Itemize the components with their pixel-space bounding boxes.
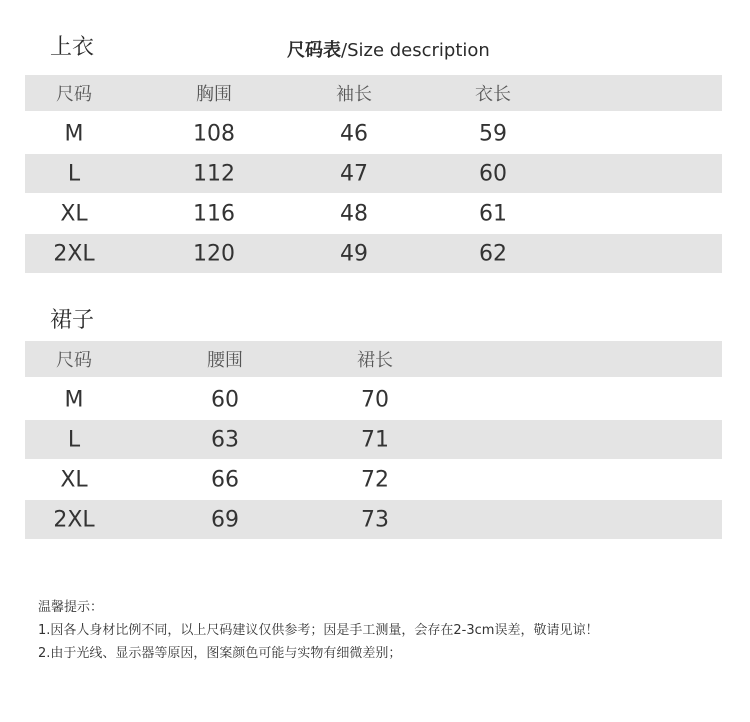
heading-subtitle: /Size description [341, 40, 490, 61]
header-sleeve: 袖长 [336, 84, 372, 105]
table-row [25, 500, 722, 539]
length-cell: 62 [479, 241, 507, 266]
size-cell: XL [60, 467, 88, 492]
sleeve-cell: 48 [340, 201, 368, 226]
sleeve-cell: 46 [340, 121, 368, 146]
table-row [25, 194, 722, 233]
skirt-length-cell: 70 [361, 387, 389, 412]
chest-cell: 108 [193, 121, 235, 146]
table-row [25, 420, 722, 459]
size-cell: L [67, 161, 81, 186]
skirt-length-cell: 73 [361, 507, 389, 532]
chest-cell: 116 [193, 201, 235, 226]
table-row [25, 114, 722, 153]
header-size: 尺码 [56, 350, 92, 371]
skirt-size-table [25, 341, 722, 540]
size-cell: 2XL [53, 507, 95, 532]
skirt-length-cell: 71 [361, 427, 389, 452]
skirt-section-title: 裙子 [50, 308, 95, 333]
top-size-table [25, 75, 722, 274]
waist-cell: 69 [211, 507, 239, 532]
size-cell: M [64, 121, 84, 146]
size-cell: XL [60, 201, 88, 226]
waist-cell: 60 [211, 387, 239, 412]
size-cell: M [64, 387, 84, 412]
table-row [25, 154, 722, 193]
size-chart-heading [287, 36, 490, 62]
length-cell: 61 [479, 201, 507, 226]
table-row [25, 380, 722, 419]
tip-line: 2.由于光线、显示器等原因，图案颜色可能与实物有细微差别； [38, 646, 402, 661]
header-chest: 胸围 [196, 84, 232, 105]
size-cell: 2XL [53, 241, 95, 266]
size-cell: L [67, 427, 81, 452]
waist-cell: 66 [211, 467, 239, 492]
length-cell: 60 [479, 161, 507, 186]
top-section-title: 上衣 [50, 35, 95, 60]
sleeve-cell: 47 [340, 161, 368, 186]
tip-line: 1.因各人身材比例不同，以上尺码建议仅供参考；因是手工测量，会存在2-3cm误差，敬请见谅！ [38, 623, 599, 638]
table-row [25, 234, 722, 273]
header-length: 衣长 [475, 84, 511, 105]
table-row [25, 460, 722, 499]
table-header-row [25, 341, 722, 377]
header-size: 尺码 [56, 84, 92, 105]
header-waist: 腰围 [207, 350, 243, 371]
tips-title: 温馨提示： [38, 600, 104, 615]
sleeve-cell: 49 [340, 241, 368, 266]
waist-cell: 63 [211, 427, 239, 452]
header-skirt-length: 裙长 [357, 350, 393, 371]
table-header-row [25, 75, 722, 111]
skirt-length-cell: 72 [361, 467, 389, 492]
length-cell: 59 [479, 121, 507, 146]
chest-cell: 112 [193, 161, 235, 186]
tips-block [38, 596, 598, 665]
chest-cell: 120 [193, 241, 235, 266]
heading-bold-part: 尺码表 [287, 40, 341, 61]
